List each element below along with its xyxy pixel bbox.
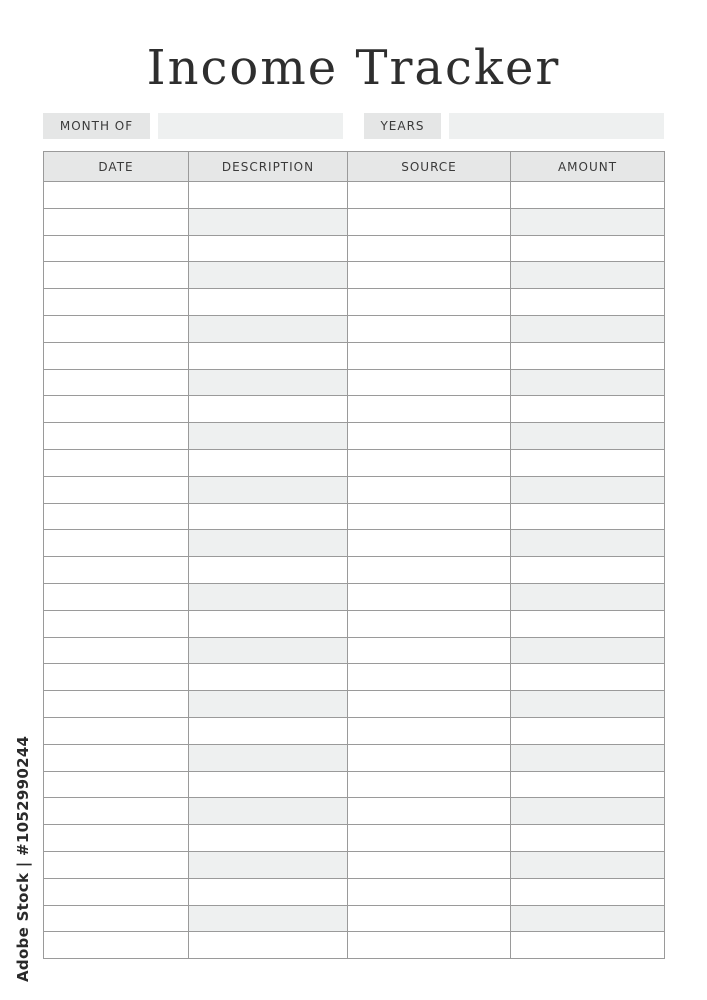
source-cell[interactable] bbox=[348, 664, 511, 691]
source-cell[interactable] bbox=[348, 878, 511, 905]
description-cell[interactable] bbox=[189, 557, 348, 584]
description-cell[interactable] bbox=[189, 798, 348, 825]
source-cell[interactable] bbox=[348, 503, 511, 530]
description-cell[interactable] bbox=[189, 423, 348, 450]
table-row bbox=[44, 557, 665, 584]
description-cell[interactable] bbox=[189, 771, 348, 798]
description-cell[interactable] bbox=[189, 315, 348, 342]
date-cell[interactable] bbox=[44, 342, 189, 369]
date-cell[interactable] bbox=[44, 610, 189, 637]
table-body bbox=[44, 182, 665, 959]
amount-cell[interactable] bbox=[511, 610, 665, 637]
date-cell[interactable] bbox=[44, 825, 189, 852]
date-cell[interactable] bbox=[44, 771, 189, 798]
source-cell[interactable] bbox=[348, 557, 511, 584]
amount-cell[interactable] bbox=[511, 717, 665, 744]
description-cell[interactable] bbox=[189, 449, 348, 476]
amount-cell[interactable] bbox=[511, 342, 665, 369]
table-row bbox=[44, 851, 665, 878]
table-row bbox=[44, 771, 665, 798]
date-cell[interactable] bbox=[44, 744, 189, 771]
description-cell[interactable] bbox=[189, 396, 348, 423]
date-cell[interactable] bbox=[44, 557, 189, 584]
source-cell[interactable] bbox=[348, 851, 511, 878]
amount-cell[interactable] bbox=[511, 262, 665, 289]
date-cell[interactable] bbox=[44, 503, 189, 530]
amount-cell[interactable] bbox=[511, 476, 665, 503]
table-row bbox=[44, 905, 665, 932]
table-row bbox=[44, 798, 665, 825]
amount-cell[interactable] bbox=[511, 878, 665, 905]
source-cell[interactable] bbox=[348, 423, 511, 450]
amount-cell[interactable] bbox=[511, 557, 665, 584]
source-cell[interactable] bbox=[348, 449, 511, 476]
years-label: YEARS bbox=[364, 113, 441, 139]
amount-cell[interactable] bbox=[511, 235, 665, 262]
source-cell[interactable] bbox=[348, 235, 511, 262]
date-cell[interactable] bbox=[44, 315, 189, 342]
table-row bbox=[44, 182, 665, 209]
date-cell[interactable] bbox=[44, 932, 189, 959]
amount-cell[interactable] bbox=[511, 664, 665, 691]
table-row bbox=[44, 637, 665, 664]
column-header-source: SOURCE bbox=[348, 152, 511, 182]
table-row bbox=[44, 664, 665, 691]
table-row bbox=[44, 825, 665, 852]
table-row bbox=[44, 369, 665, 396]
date-cell[interactable] bbox=[44, 664, 189, 691]
description-cell[interactable] bbox=[189, 503, 348, 530]
description-cell[interactable] bbox=[189, 851, 348, 878]
table-header-row bbox=[44, 152, 665, 182]
description-cell[interactable] bbox=[189, 825, 348, 852]
date-cell[interactable] bbox=[44, 583, 189, 610]
years-field[interactable] bbox=[449, 113, 664, 139]
description-cell[interactable] bbox=[189, 476, 348, 503]
date-cell[interactable] bbox=[44, 637, 189, 664]
stock-id-watermark: Adobe Stock | #1052990244 bbox=[14, 735, 32, 982]
page-title: Income Tracker bbox=[146, 40, 561, 96]
table-row bbox=[44, 449, 665, 476]
source-cell[interactable] bbox=[348, 583, 511, 610]
source-cell[interactable] bbox=[348, 691, 511, 718]
amount-cell[interactable] bbox=[511, 530, 665, 557]
description-cell[interactable] bbox=[189, 235, 348, 262]
table-row bbox=[44, 530, 665, 557]
date-cell[interactable] bbox=[44, 530, 189, 557]
amount-cell[interactable] bbox=[511, 315, 665, 342]
table-row bbox=[44, 878, 665, 905]
amount-cell[interactable] bbox=[511, 691, 665, 718]
table-row bbox=[44, 503, 665, 530]
description-cell[interactable] bbox=[189, 262, 348, 289]
date-cell[interactable] bbox=[44, 235, 189, 262]
description-cell[interactable] bbox=[189, 289, 348, 316]
description-cell[interactable] bbox=[189, 878, 348, 905]
amount-cell[interactable] bbox=[511, 503, 665, 530]
amount-cell[interactable] bbox=[511, 396, 665, 423]
date-cell[interactable] bbox=[44, 369, 189, 396]
table-row bbox=[44, 583, 665, 610]
table-row bbox=[44, 396, 665, 423]
table-row bbox=[44, 691, 665, 718]
amount-cell[interactable] bbox=[511, 423, 665, 450]
table-row bbox=[44, 423, 665, 450]
month-of-label: MONTH OF bbox=[43, 113, 150, 139]
month-of-field[interactable] bbox=[158, 113, 343, 139]
description-cell[interactable] bbox=[189, 530, 348, 557]
table-row bbox=[44, 342, 665, 369]
amount-cell[interactable] bbox=[511, 825, 665, 852]
source-cell[interactable] bbox=[348, 289, 511, 316]
source-cell[interactable] bbox=[348, 396, 511, 423]
amount-cell[interactable] bbox=[511, 208, 665, 235]
source-cell[interactable] bbox=[348, 369, 511, 396]
date-cell[interactable] bbox=[44, 691, 189, 718]
source-cell[interactable] bbox=[348, 717, 511, 744]
table-row bbox=[44, 717, 665, 744]
source-cell[interactable] bbox=[348, 476, 511, 503]
source-cell[interactable] bbox=[348, 530, 511, 557]
table-row bbox=[44, 476, 665, 503]
source-cell[interactable] bbox=[348, 610, 511, 637]
date-cell[interactable] bbox=[44, 423, 189, 450]
description-cell[interactable] bbox=[189, 717, 348, 744]
date-cell[interactable] bbox=[44, 289, 189, 316]
income-table bbox=[43, 151, 665, 959]
description-cell[interactable] bbox=[189, 664, 348, 691]
source-cell[interactable] bbox=[348, 182, 511, 209]
column-header-amount: AMOUNT bbox=[511, 152, 665, 182]
amount-cell[interactable] bbox=[511, 583, 665, 610]
column-header-date: DATE bbox=[44, 152, 189, 182]
table-row bbox=[44, 610, 665, 637]
amount-cell[interactable] bbox=[511, 744, 665, 771]
amount-cell[interactable] bbox=[511, 637, 665, 664]
source-cell[interactable] bbox=[348, 262, 511, 289]
source-cell[interactable] bbox=[348, 637, 511, 664]
description-cell[interactable] bbox=[189, 905, 348, 932]
amount-cell[interactable] bbox=[511, 289, 665, 316]
date-cell[interactable] bbox=[44, 851, 189, 878]
date-cell[interactable] bbox=[44, 476, 189, 503]
description-cell[interactable] bbox=[189, 932, 348, 959]
table-row bbox=[44, 315, 665, 342]
amount-cell[interactable] bbox=[511, 851, 665, 878]
date-cell[interactable] bbox=[44, 182, 189, 209]
source-cell[interactable] bbox=[348, 208, 511, 235]
source-cell[interactable] bbox=[348, 342, 511, 369]
table-row bbox=[44, 289, 665, 316]
date-cell[interactable] bbox=[44, 878, 189, 905]
description-cell[interactable] bbox=[189, 369, 348, 396]
source-cell[interactable] bbox=[348, 905, 511, 932]
amount-cell[interactable] bbox=[511, 905, 665, 932]
date-cell[interactable] bbox=[44, 905, 189, 932]
table-row bbox=[44, 932, 665, 959]
description-cell[interactable] bbox=[189, 744, 348, 771]
description-cell[interactable] bbox=[189, 691, 348, 718]
description-cell[interactable] bbox=[189, 610, 348, 637]
description-cell[interactable] bbox=[189, 637, 348, 664]
amount-cell[interactable] bbox=[511, 369, 665, 396]
source-cell[interactable] bbox=[348, 771, 511, 798]
source-cell[interactable] bbox=[348, 932, 511, 959]
description-cell[interactable] bbox=[189, 182, 348, 209]
source-cell[interactable] bbox=[348, 744, 511, 771]
date-cell[interactable] bbox=[44, 449, 189, 476]
date-cell[interactable] bbox=[44, 798, 189, 825]
source-cell[interactable] bbox=[348, 315, 511, 342]
description-cell[interactable] bbox=[189, 208, 348, 235]
date-cell[interactable] bbox=[44, 262, 189, 289]
table-row bbox=[44, 744, 665, 771]
date-cell[interactable] bbox=[44, 208, 189, 235]
table-row bbox=[44, 208, 665, 235]
amount-cell[interactable] bbox=[511, 449, 665, 476]
table-row bbox=[44, 262, 665, 289]
source-cell[interactable] bbox=[348, 825, 511, 852]
amount-cell[interactable] bbox=[511, 798, 665, 825]
column-header-description: DESCRIPTION bbox=[189, 152, 348, 182]
table-row bbox=[44, 235, 665, 262]
source-cell[interactable] bbox=[348, 798, 511, 825]
amount-cell[interactable] bbox=[511, 771, 665, 798]
description-cell[interactable] bbox=[189, 583, 348, 610]
date-cell[interactable] bbox=[44, 396, 189, 423]
description-cell[interactable] bbox=[189, 342, 348, 369]
date-cell[interactable] bbox=[44, 717, 189, 744]
amount-cell[interactable] bbox=[511, 932, 665, 959]
amount-cell[interactable] bbox=[511, 182, 665, 209]
